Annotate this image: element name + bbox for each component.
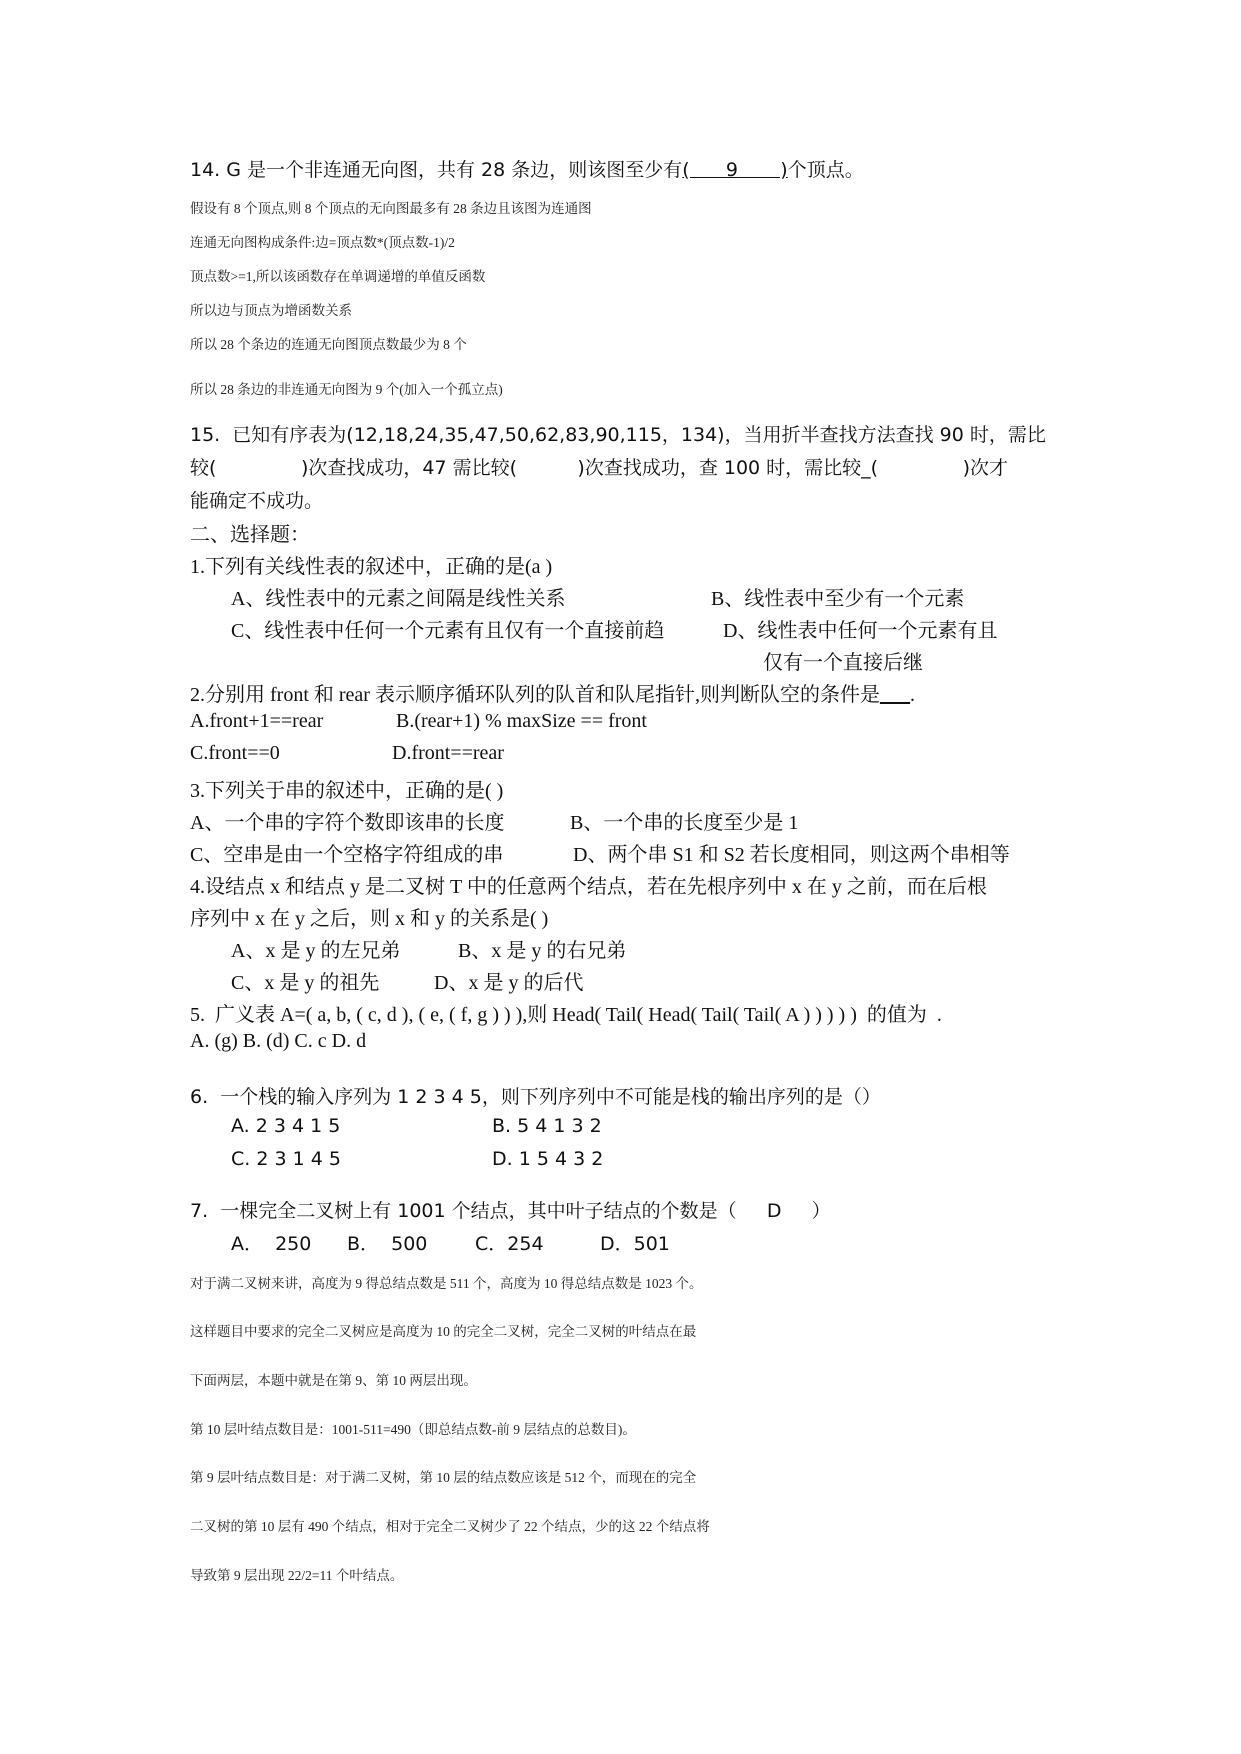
q14-note: 所以 28 条边的非连通无向图为 9 个(加入一个孤立点) [190, 382, 503, 397]
c7-note: 对于满二叉树来讲，高度为 9 得总结点数是 511 个，高度为 10 得总结点数是 1023 个。 [190, 1276, 703, 1291]
q14-note: 所以 28 个条边的连通无向图顶点数最少为 8 个 [190, 337, 467, 352]
q15-line: 能确定不成功。 [190, 490, 324, 512]
q14-suffix: 个顶点。 [787, 159, 864, 181]
q14-text: 14. G 是一个非连通无向图，共有 28 条边，则该图至少有 [190, 159, 683, 181]
c7-option-a: A． 250 [231, 1233, 312, 1255]
c6-option-c: C. 2 3 1 4 5 [231, 1148, 341, 1170]
c1-option-b: B、线性表中至少有一个元素 [711, 588, 965, 610]
q14-line [190, 155, 864, 182]
q15-line: 15. 已知有序表为(12,18,24,35,47,50,62,83,90,115，134)，当用折半查找方法查找 90 时，需比 [190, 424, 1046, 446]
c2-option-c: C.front==0 [190, 742, 280, 764]
q14-note: 连通无向图构成条件:边=顶点数*(顶点数-1)/2 [190, 235, 455, 250]
c7-note: 二叉树的第 10 层有 490 个结点，相对于完全二叉树少了 22 个结点，少的这 22 个结点将 [190, 1519, 710, 1534]
c7-stem: 7. 一棵完全二叉树上有 1001 个结点，其中叶子结点的个数是（ D ） [190, 1200, 831, 1222]
c2-stem-line [190, 678, 915, 707]
c1-option-c: C、线性表中任何一个元素有且仅有一个直接前趋 [231, 620, 665, 642]
c4-option-b: B、x 是 y 的右兄弟 [458, 940, 627, 962]
c6-stem: 6. 一个栈的输入序列为 1 2 3 4 5，则下列序列中不可能是栈的输出序列的是（） [190, 1086, 881, 1108]
c7-option-c: C．254 [475, 1233, 544, 1255]
c7-note: 第 10 层叶结点数目是：1001-511=490（即总结点数-前 9 层结点的总数目)。 [190, 1422, 636, 1437]
q14-note: 假设有 8 个顶点,则 8 个顶点的无向图最多有 28 条边且该图为连通图 [190, 201, 592, 216]
q14-note: 所以边与顶点为增函数关系 [190, 303, 352, 318]
c2-option-d: D.front==rear [392, 742, 504, 764]
c1-option-d-cont: 仅有一个直接后继 [763, 652, 923, 674]
c7-note: 下面两层，本题中就是在第 9、第 10 两层出现。 [190, 1373, 477, 1388]
c7-note: 第 9 层叶结点数目是：对于满二叉树，第 10 层的结点数应该是 512 个，而现在的完全 [190, 1470, 697, 1485]
c2-period: . [909, 684, 915, 706]
c5-stem: 5. 广义表 A=( a, b, ( c, d ), ( e, ( f, g ) ) ),则 Head( Tail( Head( Tail( Tail( A ) ) ) ) ) 的值为 . [190, 1004, 942, 1026]
c3-option-c: C、空串是由一个空格字符组成的串 [190, 844, 504, 866]
q14-answer: ( 9 ) [682, 159, 788, 181]
c1-option-d: D、线性表中任何一个元素有且 [723, 620, 998, 642]
c4-stem: 序列中 x 在 y 之后，则 x 和 y 的关系是( ) [190, 908, 549, 930]
c2-blank: ___ [879, 684, 910, 706]
c7-note: 导致第 9 层出现 22/2=11 个叶结点。 [190, 1568, 404, 1583]
c2-stem: 2.分别用 front 和 rear 表示顺序循环队列的队首和队尾指针,则判断队空的条件是 [190, 684, 880, 706]
c3-option-d: D、两个串 S1 和 S2 若长度相同，则这两个串相等 [573, 844, 1010, 866]
c6-option-b: B. 5 4 1 3 2 [492, 1115, 602, 1137]
c7-option-d: D．501 [600, 1233, 670, 1255]
c7-note: 这样题目中要求的完全二叉树应是高度为 10 的完全二叉树，完全二叉树的叶结点在最 [190, 1324, 697, 1339]
c6-option-a: A. 2 3 4 1 5 [231, 1115, 341, 1137]
c1-stem: 1.下列有关线性表的叙述中，正确的是(a ) [190, 556, 553, 578]
c3-stem: 3.下列关于串的叙述中，正确的是( ) [190, 780, 504, 802]
c4-option-c: C、x 是 y 的祖先 [231, 972, 380, 994]
c7-option-b: B． 500 [347, 1233, 428, 1255]
q14-note: 顶点数>=1,所以该函数存在单调递增的单值反函数 [190, 269, 486, 284]
c2-option-b: B.(rear+1) % maxSize == front [396, 710, 647, 732]
c4-option-a: A、x 是 y 的左兄弟 [231, 940, 401, 962]
q15-line: 较( )次查找成功，47 需比较( )次查找成功，查 100 时，需比较_( )次才 [190, 457, 1009, 479]
c4-stem: 4.设结点 x 和结点 y 是二叉树 T 中的任意两个结点，若在先根序列中 x 在 y 之前，而在后根 [190, 876, 987, 898]
c4-option-d: D、x 是 y 的后代 [434, 972, 584, 994]
c5-options: A. (g) B. (d) C. c D. d [190, 1030, 367, 1052]
c6-option-d: D. 1 5 4 3 2 [492, 1148, 604, 1170]
c1-option-a: A、线性表中的元素之间隔是线性关系 [231, 588, 566, 610]
c3-option-b: B、一个串的长度至少是 1 [570, 812, 799, 834]
c2-option-a: A.front+1==rear [190, 710, 324, 732]
section-title: 二、选择题： [190, 524, 310, 546]
c3-option-a: A、一个串的字符个数即该串的长度 [190, 812, 505, 834]
